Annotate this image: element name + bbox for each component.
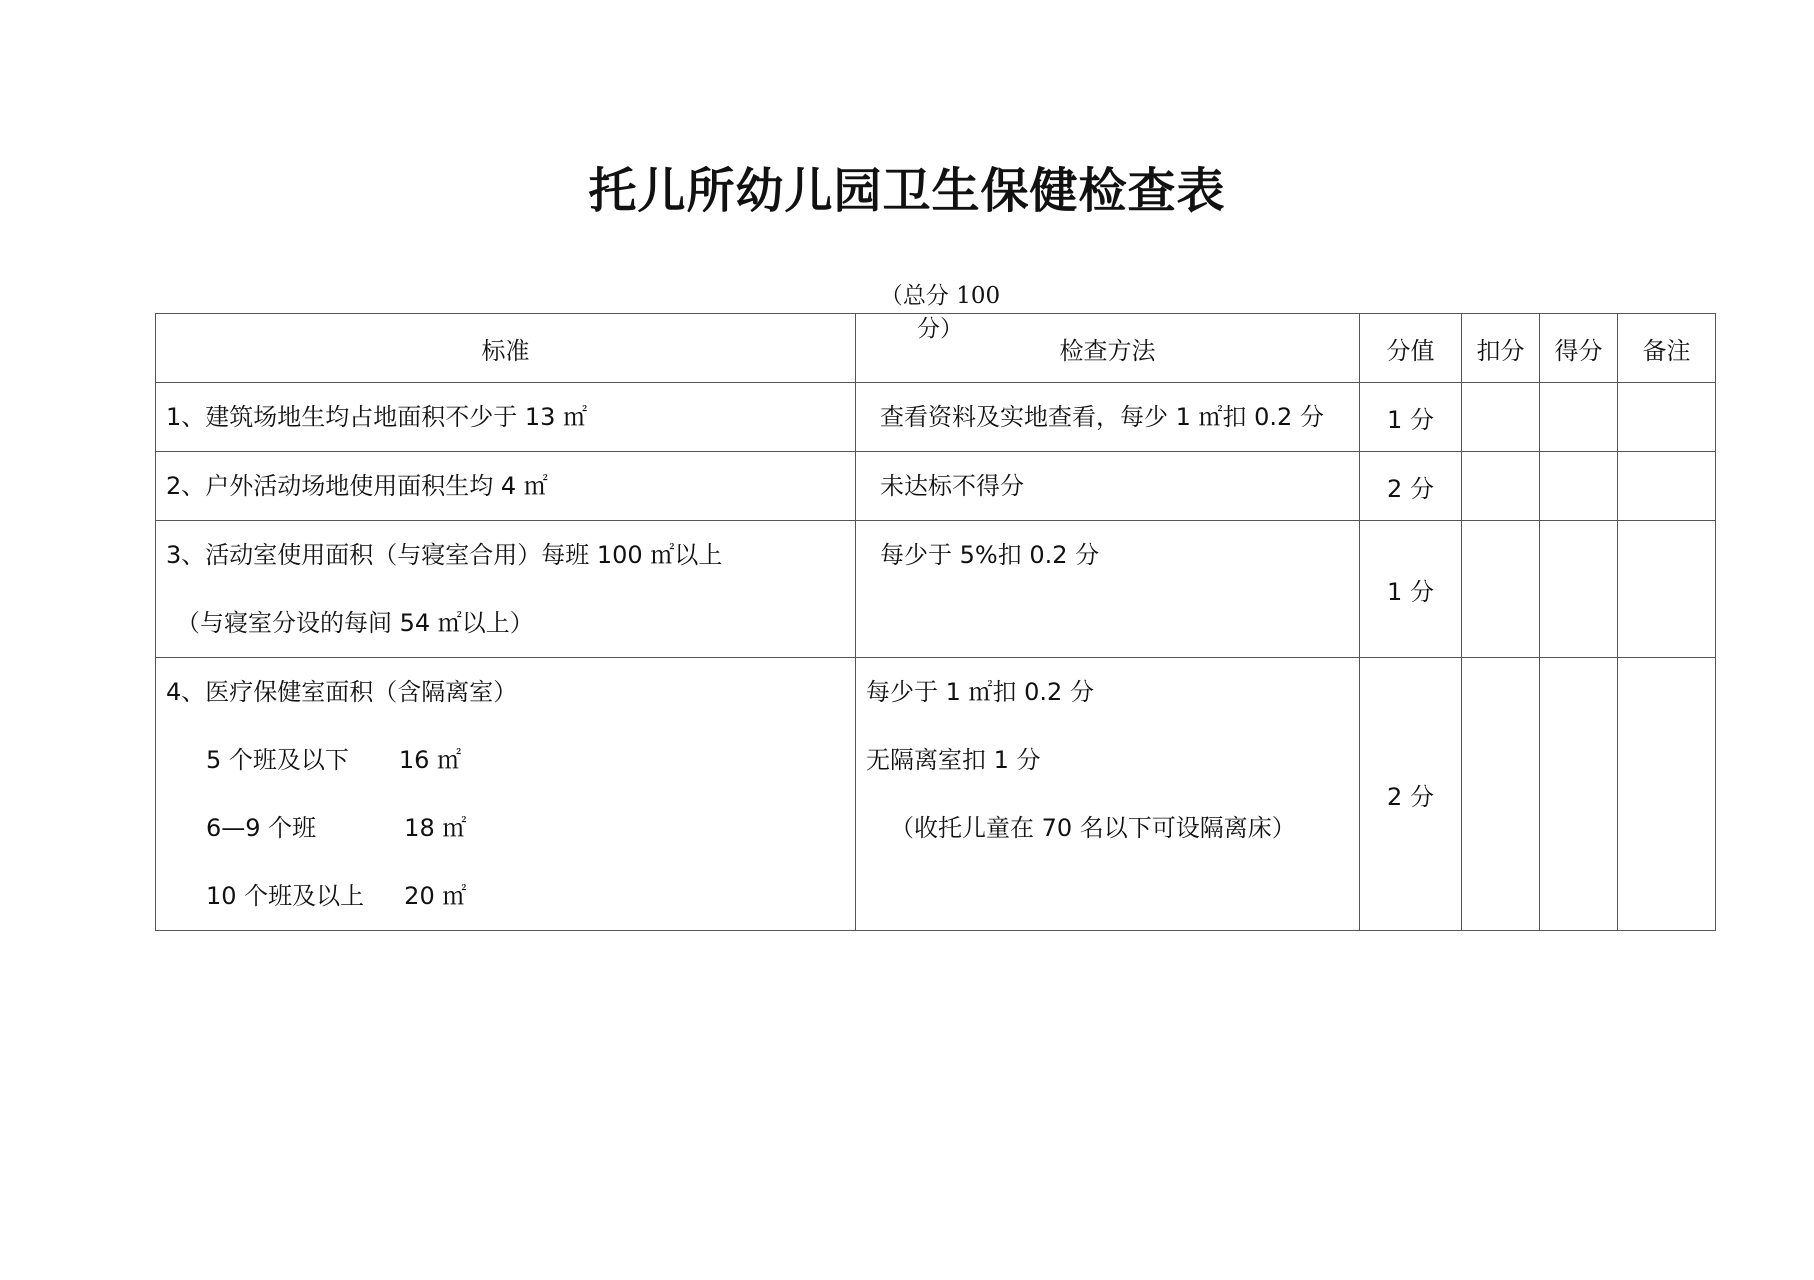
standard-text: 4、医疗保健室面积（含隔离室） [166, 678, 518, 706]
method-text: （收托儿童在 70 名以下可设隔离床） [890, 814, 1296, 842]
method-text: 无隔离室扣 1 分 [866, 746, 1041, 774]
score-cell[interactable] [1540, 383, 1618, 452]
score-cell[interactable] [1540, 658, 1618, 931]
method-text: 查看资料及实地查看，每少 1 ㎡扣 0.2 分 [880, 403, 1324, 431]
document-title: 托儿所幼儿园卫生保健检查表 [588, 163, 1226, 219]
standard-text: 1、建筑场地生均占地面积不少于 13 ㎡ [166, 403, 588, 431]
standard-text: 3、活动室使用面积（与寝室合用）每班 100 ㎡以上 [166, 541, 723, 569]
points-cell: 1 分 [1360, 383, 1462, 452]
standard-cell [156, 383, 856, 452]
points-cell: 1 分 [1360, 521, 1462, 658]
total-score-note: （总分 100 分） [879, 283, 1001, 342]
method-text: 每少于 1 ㎡扣 0.2 分 [866, 678, 1094, 706]
area-item-label: 6—9 个班 [206, 814, 317, 842]
area-item [156, 726, 855, 794]
table-row [156, 521, 1716, 658]
table-row [156, 452, 1716, 521]
standard-text: （与寝室分设的每间 54 ㎡以上） [176, 609, 534, 637]
header-remarks: 备注 [1618, 314, 1716, 383]
remarks-cell[interactable] [1618, 452, 1716, 521]
header-standard: 标准 [156, 314, 856, 383]
remarks-cell[interactable] [1618, 658, 1716, 931]
inspection-table [155, 313, 1716, 931]
area-item [156, 862, 855, 930]
method-cell [856, 521, 1360, 658]
remarks-cell[interactable] [1618, 383, 1716, 452]
area-item-label: 10 个班及以上 [206, 882, 365, 910]
method-text: 未达标不得分 [880, 472, 1024, 500]
area-item [156, 794, 855, 862]
header-points: 分值 [1360, 314, 1462, 383]
table-row [156, 383, 1716, 452]
area-item-value: 20 ㎡ [404, 882, 467, 910]
standard-text: 2、户外活动场地使用面积生均 4 ㎡ [166, 472, 548, 500]
method-cell [856, 383, 1360, 452]
table-header-row [156, 314, 1716, 383]
remarks-cell[interactable] [1618, 521, 1716, 658]
method-text: 每少于 5%扣 0.2 分 [880, 541, 1100, 569]
standard-cell [156, 452, 856, 521]
area-item-value: 16 ㎡ [398, 746, 462, 774]
method-cell [856, 658, 1360, 931]
deduction-cell[interactable] [1462, 383, 1540, 452]
deduction-cell[interactable] [1462, 521, 1540, 658]
header-score: 得分 [1540, 314, 1618, 383]
area-item-label: 5 个班及以下 [206, 746, 349, 774]
header-deduction: 扣分 [1462, 314, 1540, 383]
table-row [156, 658, 1716, 931]
standard-cell [156, 521, 856, 658]
score-cell[interactable] [1540, 452, 1618, 521]
header-method: 检查方法 [856, 314, 1360, 383]
points-cell: 2 分 [1360, 658, 1462, 931]
points-cell: 2 分 [1360, 452, 1462, 521]
deduction-cell[interactable] [1462, 452, 1540, 521]
area-item-value: 18 ㎡ [404, 814, 467, 842]
deduction-cell[interactable] [1462, 658, 1540, 931]
method-cell [856, 452, 1360, 521]
score-cell[interactable] [1540, 521, 1618, 658]
standard-cell [156, 658, 856, 931]
